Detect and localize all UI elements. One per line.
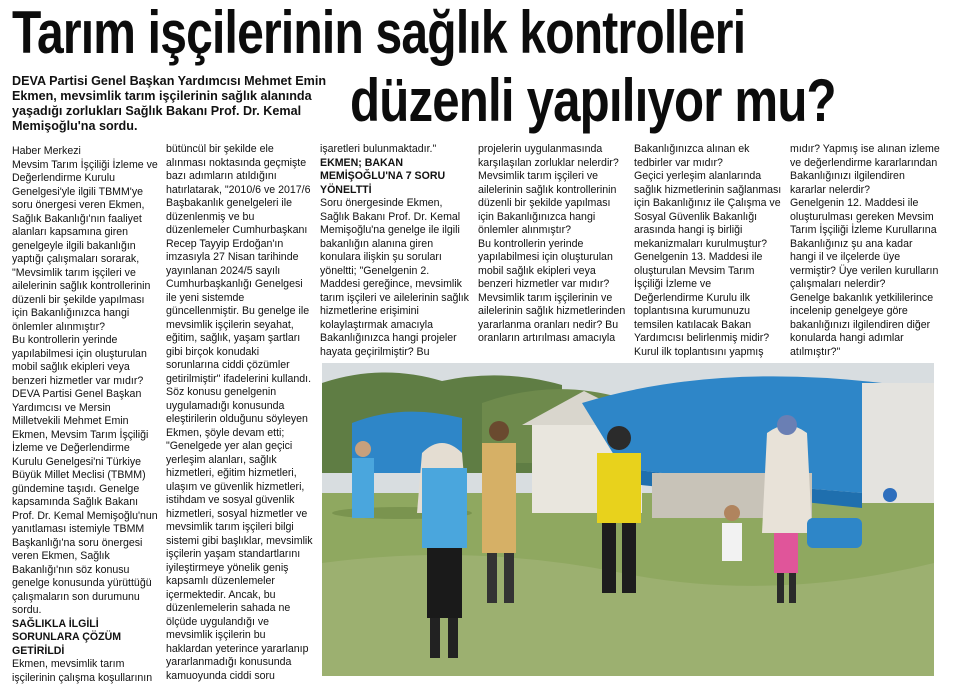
paragraph: DEVA Partisi Genel Başkan Yardımcısı ve Mersin Milletvekili Mehmet Emin Ekmen, Mevsim Tarım İşçiliği İzleme ve Değerlendirme Kurulu Genelgesi'ni Türkiye Büyük Millet Meclisi (TBMM) gündemine taşıdı. Genelge kapsamında Sağlık Bakanı Prof. Dr. Kemal Memişoğlu'nun yanıtlaması istemiyle TBMM Başkanlığı'na soru önergesi veren Ekmen, Sağlık Bakanlığı'nın söz konusu genelge konusunda yürüttüğü çalışmaların son durumunu sordu. — [12, 388, 158, 616]
paragraph: bütüncül bir şekilde ele alınması noktasında geçmişte bazı adımların atıldığını hatırlatarak, "2010/6 ve 2017/6 Başbakanlık genelgeleri ile düzenlenmiş ve bu düzenlemeler Cumhurbaşkanı Recep Tayyip Erdoğan'ın imzasıyla 27 Nisan tarihinde yayınlanan 2024/5 sayılı Cumhurbaşkanlığı Genelgesi ile yeni sistemde güncellenmiştir. Bu genelge ile mevsimlik işçilerin seyahat, eğitim, sağlık, yaşam şartları gibi birçok konudaki sorunlarına ciddi çözümler getirilmiştir" ifadelerini kullandı. — [166, 143, 312, 385]
paragraph: Bakanlığınızca alınan ek tedbirler var mıdır? — [634, 143, 750, 169]
paragraph: Mevsim Tarım İşçiliği İzleme ve Değerlendirme Kurulu Genelgesi'yle ilgili TBMM'ye soru önergesi veren Ekmen, Sağlık Bakanlığı'nın faaliyet alanları kapsamına giren genelgeyle ilgili bakanlığın yaptığı çalışmaları sorarak, "Mevsimlik tarım işçileri ve ailelerinin sağlık kontrollerinin düzenli bir şekilde yapılması için Bakanlığınızca hangi önlemler alınmıştır? — [12, 158, 158, 333]
article-column-5 — [634, 143, 782, 358]
lead-paragraph: DEVA Partisi Genel Başkan Yardımcısı Mehmet Emin Ekmen, mevsimlik tarım işçilerinin sağlık alanında yaşadığı zorlukları Sağlık Bakanı Prof. Dr. Kemal Memişoğlu'na sordu. — [12, 74, 327, 133]
paragraph: Bu kontrollerin yerinde yapılabilmesi için oluşturulan mobil sağlık ekipleri veya benzeri hizmetler var mıdır? — [478, 237, 613, 290]
paragraph: Geçici yerleşim alanlarında sağlık hizmetlerinin sağlanması için Bakanlığınız ile Çalışma ve Sosyal Güvenlik Bakanlığı arasında hangi iş birliği mekanizmaları kurulmuştur? — [634, 170, 782, 250]
paragraph: Söz konusu genelgenin uygulamadığı konusunda eleştirilerin olduğunu söyleyen Ekmen, şöyle devam etti; "Genelgede yer alan geçici yerleşim alanları, sağlık hizmetleri, eğitim hizmetleri, ulaşım ve güvenlik hizmetleri, istihdam ve sosyal güvenlik hizmetleri, sosyal hizmetler ve mevsimlik tarım işçileri bilgi sistemi gibi başlıklar, mevsimlik işçilerin yaşam standartlarını iyileştirmeye yönelik geniş kapsamlı düzenlemeler içermektedir. Ancak, bu düzenlemelerin sahada ne ölçüde uygulandığı ve mevsimlik işçilerin bu haklardan yeterince yararlanıp yararlanmadığı konusunda kamuoyunda ciddi soru — [166, 386, 313, 682]
headline-line-2: düzenli yapılıyor mu? — [350, 67, 836, 134]
paragraph: Genelgenin 13. Maddesi ile oluşturulan Mevsim Tarım İşçiliği İzleme ve Değerlendirme Kurulu ilk toplantısına kurumunuzu temsilen katılacak Bakan Yardımcısı belirlenmiş midir? Kurul ilk toplantısını yapmış — [634, 251, 770, 358]
paragraph: işaretleri bulunmaktadır." — [320, 143, 437, 155]
paragraph: Mevsimlik tarım işçilerinin ve ailelerinin sağlık hizmetlerinden yararlanma oranları nedir? Bu oranların artırılması amacıyla — [478, 291, 626, 344]
child-figure — [722, 505, 742, 561]
subheading: EKMEN; BAKAN MEMİŞOĞLU'NA 7 SORU YÖNELTTİ — [320, 156, 446, 196]
headline-line-1: Tarım işçilerinin sağlık kontrolleri — [12, 0, 746, 66]
article-column-6 — [790, 143, 940, 358]
paragraph: Soru önergesinde Ekmen, Sağlık Bakanı Prof. Dr. Kemal Memişoğlu'na genelge ile ilgili bakanlığın alanına giren konulara ilişkin şu soruları yöneltti; "Genelgenin 2. Maddesi gereğince, mevsimlik tarım işçileri ve ailelerinin sağlık hizmetlerine erişimini kolaylaştırmak amacıyla Bakanlığınızca hangi projeler hayata geçirilmiştir? Bu — [320, 197, 469, 358]
subheading: SAĞLIKLA İLGİLİ SORUNLARA ÇÖZÜM GETİRİLDİ — [12, 617, 122, 657]
person-figure — [762, 415, 812, 533]
news-photo — [322, 363, 934, 676]
paragraph: projelerin uygulanmasında karşılaşılan zorluklar nelerdir? — [478, 143, 619, 169]
article-column-3 — [320, 143, 470, 358]
article-column-1 — [12, 145, 160, 684]
article-column-4 — [478, 143, 626, 358]
camp-scene-illustration — [322, 363, 934, 676]
paragraph: Mevsimlik tarım işçileri ve ailelerinin sağlık kontrollerinin düzenli bir şekilde yapılması için Bakanlığınızca hangi önlemler alınmıştır? — [478, 170, 617, 236]
paragraph: Genelgenin 12. Maddesi ile oluşturulması gereken Mevsim Tarım İşçiliği İzleme Kurullarına Bakanlığınız şu ana kadar hangi il ve ilçelerde üye vermiştir? Üye verilen kurulların çalışmaları nelerdir? — [790, 197, 939, 290]
article-column-2 — [166, 143, 314, 682]
byline: Haber Merkezi — [12, 145, 81, 157]
paragraph: mıdır? Yapmış ise alınan izleme ve değerlendirme kararlarından Bakanlığınızı ilgilendiren kararlar nelerdir? — [790, 143, 940, 196]
paragraph: Genelge bakanlık yetkililerince incelenip genelgeye göre bakanlığınızı ilgilendiren diğer konularda hangi adımlar atılmıştır?" — [790, 291, 934, 358]
paragraph: Bu kontrollerin yerinde yapılabilmesi için oluşturulan mobil sağlık ekipleri veya benzeri hizmetler var mıdır? — [12, 334, 147, 387]
paragraph: Ekmen, mevsimlik tarım işçilerinin çalışma koşullarının — [12, 658, 153, 684]
